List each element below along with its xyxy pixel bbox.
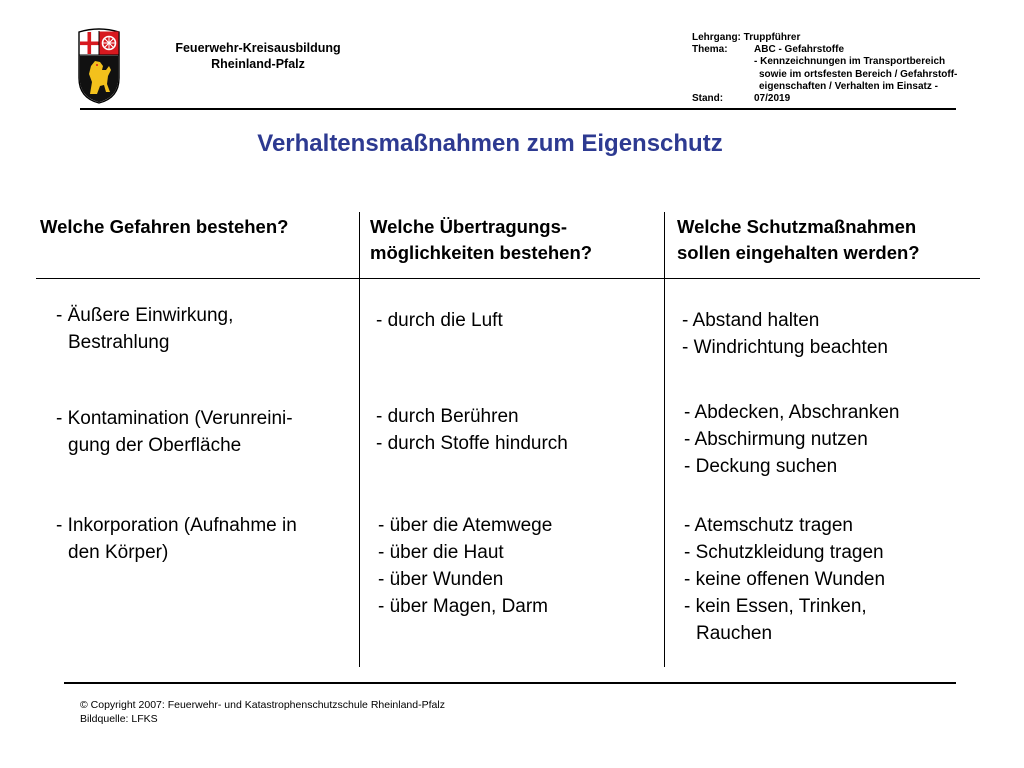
course-info-value: eigenschaften / Verhalten im Einsatz -: [759, 80, 938, 92]
course-info-key: [692, 81, 754, 93]
gefahr-cell: [56, 512, 297, 566]
copyright-text: © Copyright 2007: Feuerwehr- und Katastrophenschutzschule Rheinland-Pfalz: [80, 699, 445, 711]
cell-line: Bestrahlung: [68, 332, 170, 353]
column-header-line: Welche Schutzmaßnahmen: [677, 216, 917, 237]
cell-line: - Schutzkleidung tragen: [684, 542, 884, 563]
course-info-key: [692, 69, 754, 81]
cell-line: - kein Essen, Trinken,: [684, 596, 867, 617]
schutz-cell: [684, 399, 899, 480]
uebertragung-cell: [376, 307, 503, 334]
uebertragung-cell: [376, 403, 568, 457]
course-info-row: [692, 56, 1012, 68]
table-header-rule: [36, 278, 980, 279]
column-header-gefahren: [40, 214, 350, 240]
column-header-line: möglichkeiten bestehen?: [370, 242, 593, 263]
cell-line: - über die Atemwege: [378, 515, 553, 536]
header-rule: [80, 108, 956, 110]
page-title: Verhaltensmaßnahmen zum Eigenschutz: [257, 130, 723, 157]
course-info-row: [692, 81, 1012, 93]
course-info-value: ABC - Gefahrstoffe: [754, 44, 845, 56]
column-header-uebertragung: [370, 214, 660, 266]
cell-line: Rauchen: [696, 623, 773, 644]
course-info-value: sowie im ortsfesten Bereich / Gefahrstoff-: [759, 68, 958, 80]
course-info-key: Stand:: [692, 93, 724, 105]
cell-line: - Atemschutz tragen: [684, 515, 853, 536]
coat-of-arms-icon: [76, 26, 122, 104]
cell-line: - Windrichtung beachten: [682, 337, 888, 358]
cell-line: - Abdecken, Abschranken: [684, 402, 900, 423]
organisation-line-2: Rheinland-Pfalz: [211, 57, 305, 71]
cell-line: - Abstand halten: [682, 310, 820, 331]
gefahr-cell: [56, 302, 233, 356]
column-divider: [359, 212, 360, 667]
cell-line: - Kontamination (Verunreini-: [56, 408, 293, 429]
cell-line: - über Magen, Darm: [378, 596, 549, 617]
gefahr-cell: [56, 405, 293, 459]
schutz-cell: [682, 307, 888, 361]
course-info-key: Thema:: [692, 44, 728, 56]
course-info-value: 07/2019: [754, 93, 791, 105]
cell-line: den Körper): [68, 542, 169, 563]
image-source-text: Bildquelle: LFKS: [80, 713, 158, 725]
course-info: [692, 32, 1012, 105]
cell-line: - über Wunden: [378, 569, 504, 590]
cell-line: - Inkorporation (Aufnahme in: [56, 515, 297, 536]
cell-line: - durch Berühren: [376, 406, 519, 427]
cell-line: - Abschirmung nutzen: [684, 429, 868, 450]
course-info-row: [692, 44, 1012, 56]
organisation-name: [158, 40, 358, 72]
cell-line: gung der Oberfläche: [68, 435, 242, 456]
cell-line: - keine offenen Wunden: [684, 569, 886, 590]
column-header-line: sollen eingehalten werden?: [677, 242, 920, 263]
organisation-line-1: Feuerwehr-Kreisausbildung: [175, 41, 341, 55]
column-header-schutz: [677, 214, 987, 266]
uebertragung-cell: [378, 512, 552, 620]
footer: [80, 698, 445, 726]
footer-rule: [64, 682, 956, 684]
course-info-row: [692, 32, 1012, 44]
course-info-row: [692, 69, 1012, 81]
cell-line: - Äußere Einwirkung,: [56, 305, 234, 326]
course-info-row: [692, 93, 1012, 105]
column-divider: [664, 212, 665, 667]
cell-line: - Deckung suchen: [684, 456, 838, 477]
schutz-cell: [684, 512, 885, 647]
cell-line: - durch die Luft: [376, 310, 503, 331]
course-info-value: Lehrgang: Truppführer: [692, 32, 801, 43]
course-info-key: [692, 56, 754, 68]
column-header-line: Welche Gefahren bestehen?: [40, 216, 289, 237]
column-header-line: Welche Übertragungs-: [370, 216, 568, 237]
cell-line: - über die Haut: [378, 542, 504, 563]
course-info-value: - Kennzeichnungen im Transportbereich: [754, 56, 946, 68]
cell-line: - durch Stoffe hindurch: [376, 433, 568, 454]
